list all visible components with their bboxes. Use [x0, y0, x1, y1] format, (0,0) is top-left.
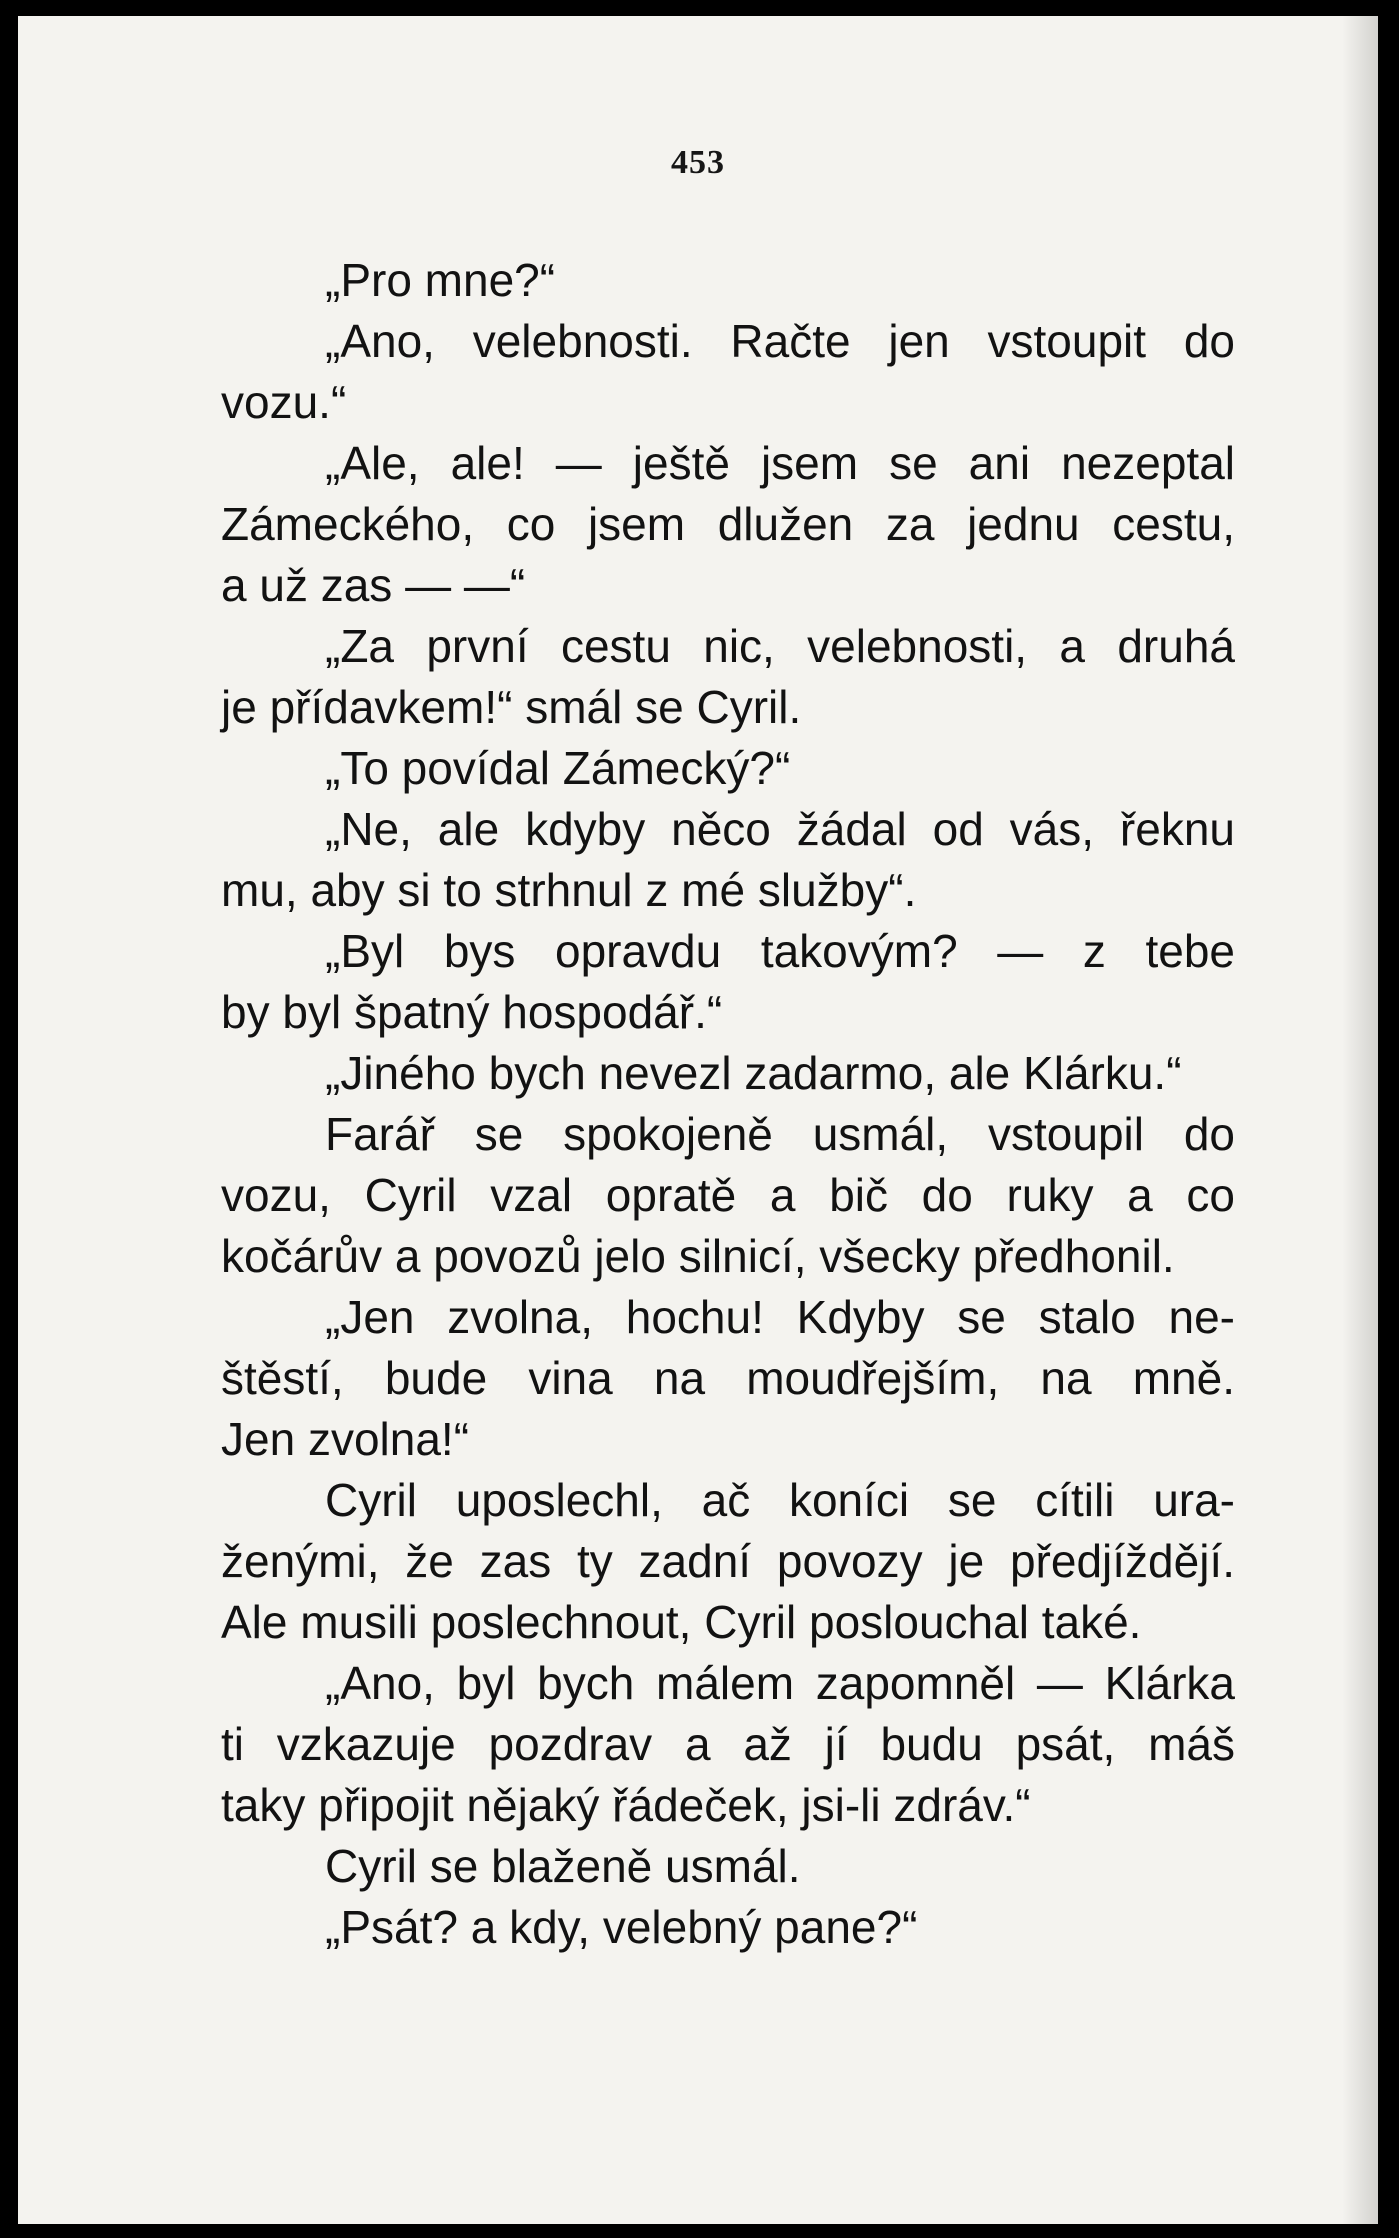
paragraph: [221, 1653, 1235, 1836]
paragraph: [221, 616, 1235, 738]
text-line: by byl špatný hospodář.“: [221, 986, 723, 1038]
paragraph: [221, 1836, 1235, 1897]
paragraph: [221, 799, 1235, 921]
paragraph: [221, 1043, 1235, 1104]
paragraph: [221, 1470, 1235, 1653]
paragraph: [221, 738, 1235, 799]
text-line: „Psát? a kdy, velebný pane?“: [325, 1901, 918, 1953]
text-line: „Ano, velebnosti. Račte jen vstoupit do: [325, 315, 1235, 367]
text-line: „Jen zvolna, hochu! Kdyby se stalo ne-: [325, 1291, 1235, 1343]
text-line: a už zas — —“: [221, 559, 526, 611]
text-line: „Byl bys opravdu takovým? — z tebe: [325, 925, 1235, 977]
paragraph: [221, 921, 1235, 1043]
text-line: Cyril se blaženě usmál.: [325, 1840, 801, 1892]
text-line: taky připojit nějaký řádeček, jsi-li zdráv.“: [221, 1779, 1031, 1831]
text-line: „Ano, byl bych málem zapomněl — Klárka: [325, 1657, 1235, 1709]
text-line: „Za první cestu nic, velebnosti, a druhá: [325, 620, 1235, 672]
text-line: „Jiného bych nevezl zadarmo, ale Klárku.“: [325, 1047, 1182, 1099]
text-line: Ale musili poslechnout, Cyril poslouchal také.: [221, 1596, 1142, 1648]
text-line: vozu.“: [221, 376, 347, 428]
text-line: Cyril uposlechl, ač koníci se cítili ura-: [325, 1474, 1235, 1526]
paragraph: [221, 1104, 1235, 1287]
page-edge-shadow: [1342, 16, 1378, 2224]
paragraph: [221, 311, 1235, 433]
body-text: [221, 250, 1235, 1958]
text-line: „Pro mne?“: [325, 254, 556, 306]
text-line: „To povídal Zámecký?“: [325, 742, 791, 794]
text-line: kočárův a povozů jelo silnicí, všecky předhonil.: [221, 1230, 1175, 1282]
text-line: mu, aby si to strhnul z mé služby“.: [221, 864, 917, 916]
page-number: 453: [671, 144, 725, 181]
paragraph: [221, 1287, 1235, 1470]
book-page: [18, 16, 1378, 2224]
paragraph: [221, 250, 1235, 311]
text-line: je přídavkem!“ smál se Cyril.: [221, 681, 802, 733]
paragraph: [221, 1897, 1235, 1958]
text-line: Zámeckého, co jsem dlužen za jednu cestu,: [221, 498, 1235, 550]
text-line: „Ne, ale kdyby něco žádal od vás, řeknu: [325, 803, 1235, 855]
text-line: Jen zvolna!“: [221, 1413, 470, 1465]
text-line: Farář se spokojeně usmál, vstoupil do: [325, 1108, 1235, 1160]
text-line: ženými, že zas ty zadní povozy je předjíždějí.: [221, 1535, 1235, 1587]
paragraph: [221, 433, 1235, 616]
text-line: vozu, Cyril vzal opratě a bič do ruky a co: [221, 1169, 1235, 1221]
text-line: štěstí, bude vina na moudřejším, na mně.: [221, 1352, 1235, 1404]
text-line: „Ale, ale! — ještě jsem se ani nezeptal: [325, 437, 1235, 489]
text-line: ti vzkazuje pozdrav a až jí budu psát, máš: [221, 1718, 1235, 1770]
